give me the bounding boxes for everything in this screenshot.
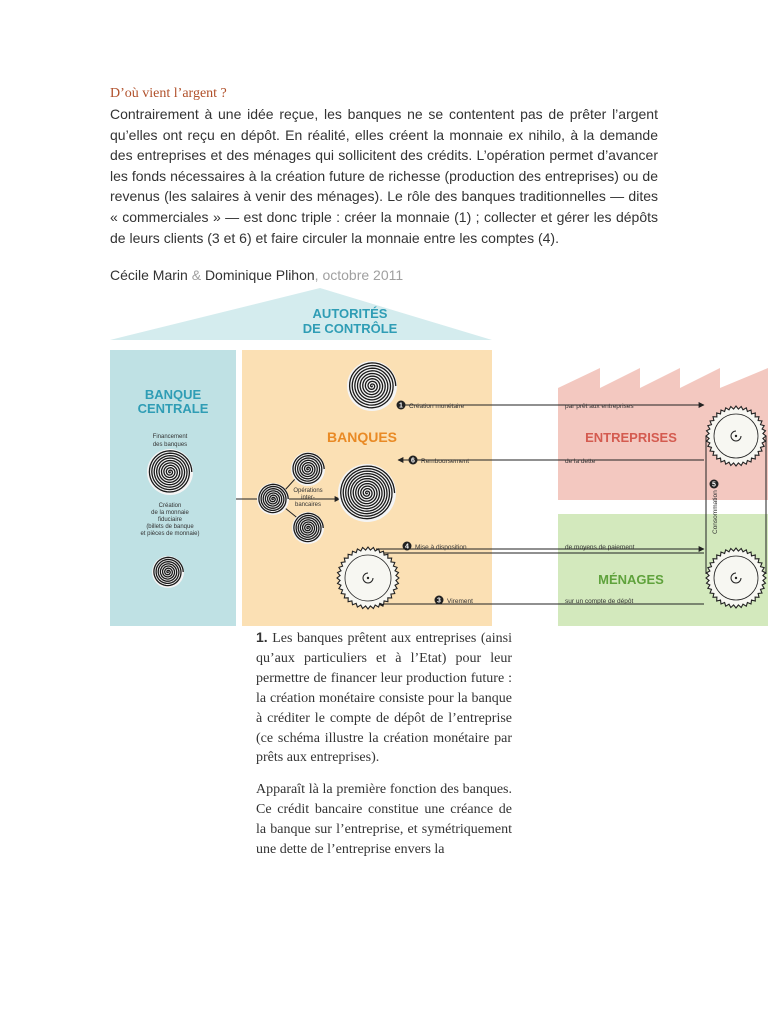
spiral-financement	[147, 449, 193, 495]
flow-4-right-label: de moyens de paiement	[565, 544, 635, 551]
spiral-creation-monetaire	[347, 361, 397, 411]
author-link-cecile-marin[interactable]: Cécile Marin	[110, 267, 188, 283]
article-body	[256, 628, 512, 872]
flow-4-number: 4	[405, 543, 409, 551]
spiral-banques-main	[338, 464, 396, 522]
flow-6-number: 6	[411, 457, 415, 465]
creation-fiduciaire-line5: et pièces de monnaie)	[140, 531, 200, 537]
operations-label-line3: bancaires	[294, 502, 322, 508]
banques-title: BANQUES	[326, 429, 398, 445]
author-link-dominique-plihon[interactable]: Dominique Plihon	[204, 267, 315, 283]
flow-4-label: Mise à disposition	[415, 544, 467, 551]
autorites-title-line2: DE CONTRÔLE	[302, 321, 398, 336]
flow-3-number: 3	[437, 597, 441, 605]
spiral-fiduciaire	[152, 556, 184, 588]
spiral-interbank-left	[257, 483, 289, 515]
menages-title: MÉNAGES	[598, 572, 664, 587]
flow-3-right-label: sur un compte de dépôt	[565, 598, 634, 605]
flow-6-label: Remboursement	[421, 458, 470, 465]
creation-fiduciaire-line3: fiduciaire	[157, 517, 183, 523]
flow-5-label: Consommation	[712, 490, 719, 534]
operations-label-line1: Opérations	[293, 488, 323, 494]
entreprises-title: ENTREPRISES	[585, 430, 677, 445]
spiral-interbank-bottom	[292, 512, 324, 544]
byline	[110, 267, 403, 283]
article-heading: D’où vient l’argent ?	[110, 86, 227, 101]
creation-fiduciaire-line1: Création	[158, 503, 182, 509]
byline-ampersand: &	[187, 267, 205, 283]
flow-1-number: 1	[399, 402, 403, 410]
creation-fiduciaire-line4: (billets de banque	[146, 524, 194, 530]
flow-1-right-label: par prêt aux entreprises	[565, 403, 634, 410]
autorites-title-line1: AUTORITÉS	[312, 306, 388, 321]
article-paragraph-2: Apparaît là la première fonction des banques. Ce crédit bancaire constitue une créance de la banque sur l’entreprise, et symétriquement une dette de l’entreprise envers la	[256, 782, 512, 858]
financement-label-line2: des banques	[152, 442, 188, 448]
operations-label-line2: inter-	[301, 495, 315, 501]
flow-1-label: Création monétaire	[409, 403, 465, 410]
money-creation-diagram	[100, 288, 768, 628]
paragraph-1-text: Les banques prêtent aux entreprises (ainsi qu’aux particuliers et à l’Etat) pour leur permettre de financer leur production future : la création monétaire consiste pour la banque à créditer le compte de dépôt de l’entreprise (ce schéma illustre la création monétaire par prêts aux entreprises).	[256, 631, 512, 766]
flow-5-number: 5	[712, 481, 716, 489]
flow-3-label: Virement	[447, 598, 473, 605]
banque-centrale-title-line2: CENTRALE	[137, 401, 209, 416]
paragraph-number: 1.	[256, 629, 268, 645]
byline-date: , octobre 2011	[314, 267, 404, 283]
spiral-interbank-top	[291, 452, 325, 486]
article-paragraph-1	[256, 628, 512, 768]
intro-paragraph: Contrairement à une idée reçue, les banques ne se contentent pas de prêter l’argent qu’elles ont reçu en dépôt. En réalité, elles créent la monnaie ex nihilo, à la demande des entreprises et des ménages qui sollicitent des crédits. L’opération permet d’avancer les fonds nécessaires à la création future de richesse (production des entreprises) ou de revenus (les salaires à venir des ménages). Le rôle des banques traditionnelles — dites « commerciales » — est donc triple : créer la monnaie (1) ; collecter et gérer les dépôts de leurs clients (3 et 6) et faire circuler la monnaie entre les comptes (4).	[110, 106, 658, 246]
banque-centrale-title-line1: BANQUE	[144, 387, 202, 402]
creation-fiduciaire-line2: de la monnaie	[151, 510, 189, 516]
autorites-roof	[110, 288, 492, 340]
flow-6-right-label: de la dette	[565, 458, 596, 465]
financement-label-line1: Financement	[152, 434, 188, 440]
